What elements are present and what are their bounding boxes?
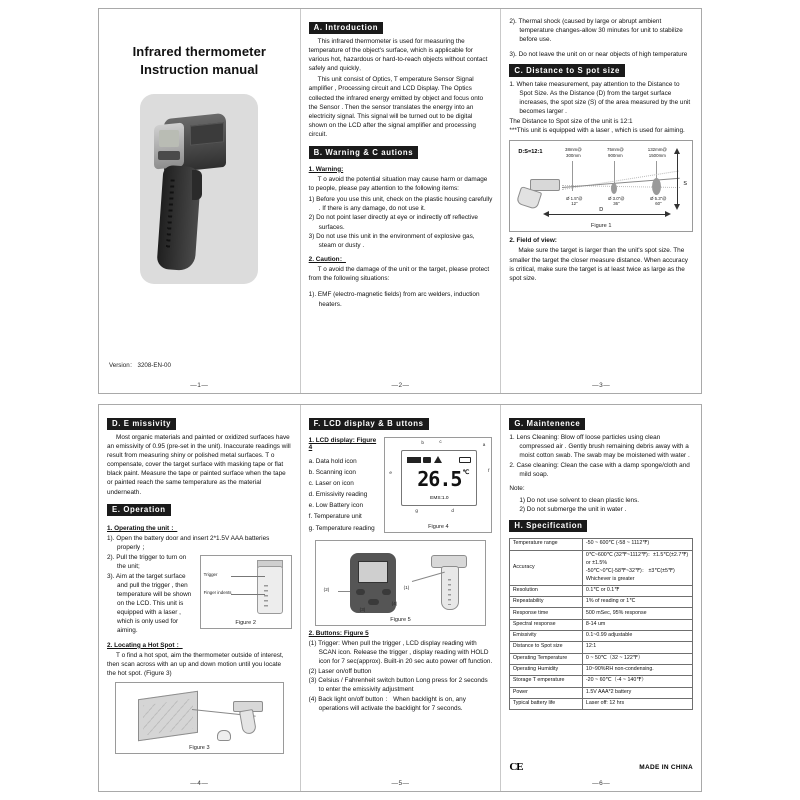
figure-1-angle-label: Ø 5.3"@ 60" bbox=[650, 196, 667, 207]
spec-value: 0.1~0.99 adjustable bbox=[583, 630, 693, 641]
operation-step: 1). Open the battery door and insert 2*1.5V AAA batteries properly ； bbox=[107, 535, 270, 552]
figure-2-caption: Figure 2 bbox=[235, 619, 256, 626]
section-header-d: D. E missivity bbox=[107, 418, 176, 431]
figure-1-angle-label: Ø 3.0"@ 36" bbox=[608, 196, 625, 207]
hotspot-text: T o find a hot spot, aim the thermometer outside of interest, then scan across with an up and down motion until you locate the hot spot. (Figure 3) bbox=[107, 651, 284, 677]
device-label bbox=[190, 122, 224, 146]
data-hold-icon bbox=[407, 457, 421, 463]
cover-title-line-2: Instruction manual bbox=[140, 61, 259, 77]
spec-key: Spectral response bbox=[510, 619, 583, 630]
figure-5-callout: (4) bbox=[391, 601, 398, 606]
figure-1-distance-spot-diagram bbox=[509, 140, 693, 232]
device-keypad bbox=[158, 151, 180, 160]
warning-intro: T o avoid the potential situation may cause harm or damage to people, please pay attention to the following items: bbox=[308, 175, 488, 192]
figure-1-distance-arrow bbox=[548, 214, 666, 215]
figure-3-hand-icon bbox=[217, 730, 231, 741]
field-of-view-subheading: 2. Field of view: bbox=[509, 237, 557, 245]
figure-4-callout: d bbox=[451, 508, 454, 513]
figure-3-thermometer-grip bbox=[239, 709, 257, 735]
figure-4-callout: e bbox=[389, 470, 392, 475]
spec-value: -50 ~ 600℃ (-58 ~ 1112℉) bbox=[583, 539, 693, 550]
figure-2-leader-line bbox=[231, 594, 265, 595]
section-header-b: B. Warning & C autions bbox=[309, 146, 419, 159]
hotspot-subheading: 2. Locating a Hot Spot ： bbox=[107, 641, 183, 649]
figure-1-spot bbox=[611, 183, 617, 194]
table-row bbox=[510, 597, 693, 608]
figure-1-dim-label: 132mm@ 1500mm bbox=[647, 147, 667, 158]
figure-5-button-celsius-fahrenheit bbox=[368, 599, 379, 605]
figure-5-callout: (2) bbox=[323, 587, 330, 592]
figure-3-caption: Figure 3 bbox=[189, 744, 210, 751]
figure-1-caption: Figure 1 bbox=[590, 223, 612, 230]
figure-4-temperature-reading: 26.5 bbox=[417, 467, 462, 491]
spec-key: Resolution bbox=[510, 585, 583, 596]
figure-5-button-laser bbox=[356, 589, 365, 595]
operating-subheading: 1. Operating the unit ： bbox=[107, 525, 178, 533]
spec-key: Operating Humidity bbox=[510, 664, 583, 675]
figure-5-callout: (1) bbox=[403, 585, 410, 590]
page-number-5: —5— bbox=[391, 780, 410, 787]
cover-title bbox=[107, 43, 292, 78]
accuracy-line: Whichever is greater bbox=[585, 575, 635, 582]
figure-1-dim-label: 75mm@ 900mm bbox=[607, 147, 624, 158]
table-row bbox=[510, 642, 693, 653]
spec-value: 1.5V AAA*2 battery bbox=[583, 687, 693, 698]
spec-key: Typical battery life bbox=[510, 698, 583, 709]
section-header-g: G. Maintenence bbox=[509, 418, 585, 431]
spec-value: 12:1 bbox=[583, 642, 693, 653]
operation-step: 2). Pull the trigger to turn on the unit; bbox=[107, 553, 187, 570]
scanning-icon bbox=[423, 457, 431, 463]
lcd-legend-item: b. Scanning icon bbox=[308, 469, 356, 477]
figure-4-lcd-screen bbox=[401, 450, 477, 506]
maintenance-note: 1) Do not use solvent to clean plastic lens. bbox=[519, 496, 640, 504]
section-header-f: F. LCD display & B uttons bbox=[309, 418, 429, 431]
warning-item: 1) Before you use this unit, check on the plastic housing carefully . If there is any damage, do not use it. bbox=[308, 195, 493, 212]
figure-3-thermometer-icon bbox=[231, 701, 265, 735]
section-header-c: C. Distance to S pot size bbox=[509, 64, 625, 77]
spec-key: Distance to Spot size bbox=[510, 642, 583, 653]
figure-1-dim-label: 38mm@ 300mm bbox=[565, 147, 582, 158]
figure-2-trigger-diagram bbox=[200, 555, 292, 629]
spec-value: 0.1℃ or 0.1℉ bbox=[583, 585, 693, 596]
figure-2-device-grip bbox=[257, 566, 283, 614]
table-row bbox=[510, 539, 693, 550]
table-row bbox=[510, 608, 693, 619]
footer-marks bbox=[509, 761, 693, 773]
spec-value: -20 ~ 60℃（-4 ~ 140℉） bbox=[583, 676, 693, 687]
spec-value-accuracy bbox=[583, 550, 693, 585]
lcd-legend-item: e. Low Battery icon bbox=[308, 502, 364, 510]
product-photo bbox=[140, 94, 258, 284]
figure-1-spot bbox=[652, 178, 661, 195]
caution-item: 1). EMF (electro-magnetic fields) from arc welders, induction heaters. bbox=[308, 291, 480, 308]
figure-4-emissivity-reading: EMS:1.0 bbox=[430, 496, 449, 501]
field-of-view-text: Make sure the target is larger than the unit's spot size. The smaller the target the closer measure distance. When accuracy is critical, make sure the target is at least twice as large as the spot size. bbox=[509, 247, 689, 282]
figure-5-button-backlight bbox=[382, 589, 391, 595]
caution-item: 2). Thermal shock (caused by large or abrupt ambient temperature changes-allow 30 minutes for unit to stabilize before use. bbox=[509, 18, 683, 44]
page-5-lcd-buttons bbox=[300, 405, 501, 791]
figure-4-icon-row bbox=[407, 456, 471, 465]
figure-2-trigger-label: Trigger bbox=[203, 571, 218, 577]
figure-4-callout: b bbox=[421, 440, 424, 445]
lcd-legend-item: f. Temperature unit bbox=[308, 513, 362, 521]
button-description: (2) Laser on/off button bbox=[308, 667, 372, 675]
distance-item: 1. When take measurement, pay attention to the Distance to Spot Size. As the Distance (D) from the target surface increases, the spot size (S) of the area measured by the unit becomes larger . bbox=[509, 80, 691, 116]
page-number-1: —1— bbox=[190, 382, 209, 389]
page-3-distance-to-spot bbox=[500, 9, 701, 393]
figure-3-target-surface bbox=[138, 691, 198, 741]
table-row bbox=[510, 585, 693, 596]
low-battery-icon bbox=[459, 457, 471, 463]
spec-key: Temperature range bbox=[510, 539, 583, 550]
spec-key: Power bbox=[510, 687, 583, 698]
figure-5-thermometer-icon bbox=[429, 555, 471, 611]
caution-item: 3). Do not leave the unit on or near objects of high temperature bbox=[509, 50, 688, 58]
lcd-legend-item: g. Temperature reading bbox=[308, 524, 375, 532]
figure-1-spot-arrow bbox=[677, 153, 678, 205]
spec-value: Laser off: 12 hrs bbox=[583, 698, 693, 709]
spec-key: Accuracy bbox=[510, 550, 583, 585]
intro-paragraph-2: This unit consist of Optics, T emperature Sensor Signal amplifier , Processing circuit and LCD Display. The Optics collected the infrared energy emitted by object and focus onto the Sensor . Then the sensor translates the energy into an electricity signal. This signal will be turned out to be digital shown on the LCD after the signal amplifier and processing circuit. bbox=[308, 76, 484, 138]
figure-5-buttons-diagram bbox=[315, 540, 487, 626]
button-description: (4) Back light on/off button ： When backlight is on, any operations will activate the backlight for 7 seconds. bbox=[308, 696, 466, 713]
page-number-3: —3— bbox=[592, 382, 611, 389]
section-header-h: H. Specification bbox=[509, 520, 587, 533]
figure-4-temperature-unit: ℃ bbox=[462, 470, 470, 476]
spec-value: 8-14 um bbox=[583, 619, 693, 630]
table-row bbox=[510, 630, 693, 641]
accuracy-line: -50℃~0℃(-58℉~32℉)： ±3℃(±5℉) bbox=[585, 567, 675, 574]
figure-1-spot-label: S bbox=[683, 181, 688, 188]
section-header-e: E. Operation bbox=[107, 504, 171, 517]
figure-1-thermometer-icon bbox=[518, 179, 562, 209]
spec-key: Response time bbox=[510, 608, 583, 619]
table-row bbox=[510, 676, 693, 687]
accuracy-line: 0℃~600℃ (32℉~1112℉)：±1.5℃(±2.7℉) bbox=[585, 551, 689, 558]
figure-1-ratio-label: D:S=12:1 bbox=[518, 149, 543, 156]
spec-key: Repeatability bbox=[510, 597, 583, 608]
button-description: (3) Celsius / Fahrenheit switch button Long press for 2 seconds to enter the emissivity adjustment bbox=[308, 677, 488, 694]
cover-title-line-1: Infrared thermometer bbox=[132, 44, 267, 59]
figure-1-angle-label: Ø 1.5"@ 12" bbox=[566, 196, 583, 207]
lcd-legend-item: d. Emissivity reading bbox=[308, 491, 368, 499]
section-header-a: A. Introduction bbox=[309, 22, 383, 35]
device-lcd-screen bbox=[159, 130, 179, 147]
figure-4-lcd-display-diagram bbox=[384, 437, 492, 533]
page-6-maintenance-specification bbox=[500, 405, 701, 791]
button-description: (1) Trigger: When pull the trigger , LCD display reading with SCAN icon. Release the trigger , display reading with HOLD icon for 7 sec(approx). Built-in 20 sec auto power off function. bbox=[308, 640, 493, 666]
spec-key: Emissivity bbox=[510, 630, 583, 641]
lcd-display-subheading: 1. LCD display: Figure 4 bbox=[308, 437, 377, 451]
spec-value: 0 ~ 50℃（32 ~ 122℉） bbox=[583, 653, 693, 664]
lcd-legend-item: c. Laser on icon bbox=[308, 480, 354, 488]
spec-value: 10~90%RH non-condensing. bbox=[583, 664, 693, 675]
maintenance-note: 2) Do not submerge the unit in water . bbox=[519, 506, 627, 514]
version-text: Version： 3208-EN-00 bbox=[109, 362, 171, 369]
figure-4-caption: Figure 4 bbox=[428, 524, 449, 530]
laser-on-icon bbox=[434, 456, 442, 463]
maintenance-item: 1. Lens Cleaning: Blow off loose particles using clean compressed air . Gently brush remaining debris away with a moist cotton swab. The swab may be moistened with water . bbox=[509, 434, 690, 460]
figure-4-callout: a bbox=[482, 442, 486, 447]
figure-4-callout: g bbox=[415, 508, 418, 513]
spec-key: Storage T emperature bbox=[510, 676, 583, 687]
caution-intro: T o avoid the damage of the unit or the target, please protect from the following situations: bbox=[308, 266, 490, 283]
figure-5-callout: (3) bbox=[359, 607, 366, 612]
figure-5-device-screen bbox=[358, 561, 388, 583]
page-number-4: —4— bbox=[190, 780, 209, 787]
operation-step: 3). Aim at the target surface and pull the trigger , then temperature will be shown on the LCD. This unit is equipped with a laser , which is only used for aiming. bbox=[107, 572, 192, 635]
spec-key: Operating Temperature bbox=[510, 653, 583, 664]
page-1-cover bbox=[99, 9, 300, 393]
warning-subheading: 1. Warning: bbox=[308, 165, 344, 173]
lcd-legend-item: a. Data hold icon bbox=[308, 458, 357, 465]
figure-4-callout: c bbox=[439, 439, 442, 444]
table-row bbox=[510, 664, 693, 675]
made-in-china-text: MADE IN CHINA bbox=[639, 763, 694, 771]
figure-5-leader-line bbox=[338, 591, 350, 592]
table-row bbox=[510, 619, 693, 630]
page-number-6: —6— bbox=[592, 780, 611, 787]
intro-paragraph-1: This infrared thermometer is used for measuring the temperature of the object's surface, which is applicable for various hot, hazardous or hard-to-reach objects without contact safely and quickly． bbox=[308, 38, 488, 73]
figure-5-caption: Figure 5 bbox=[390, 617, 411, 623]
accuracy-line: or ±1.5% bbox=[585, 559, 608, 566]
spec-value: 500 mSec, 95% response bbox=[583, 608, 693, 619]
distance-laser-note: ***This unit is equipped with a laser , which is used for aiming. bbox=[509, 127, 685, 135]
buttons-subheading: 2. Buttons: Figure 5 bbox=[308, 630, 369, 637]
page-2-introduction-warning bbox=[300, 9, 501, 393]
caution-subheading: 2. Caution： bbox=[308, 256, 346, 264]
maintenance-item: 2. Case cleaning: Clean the case with a damp sponge/cloth and mild soap. bbox=[509, 461, 690, 478]
spec-value: 1% of reading or 1℃ bbox=[583, 597, 693, 608]
figure-3-hotspot-scan-diagram bbox=[115, 682, 284, 754]
ce-mark-icon: CE bbox=[509, 761, 523, 773]
device-trigger bbox=[192, 170, 202, 200]
figure-2-leader-line bbox=[231, 576, 265, 577]
table-row bbox=[510, 653, 693, 664]
spread-pages-1-3 bbox=[98, 8, 702, 394]
table-row bbox=[510, 698, 693, 709]
figure-4-callout: f bbox=[488, 468, 490, 473]
specification-table bbox=[509, 538, 693, 710]
table-row bbox=[510, 687, 693, 698]
figure-2-finger-indents-label: Finger indents bbox=[203, 589, 232, 595]
spread-pages-4-6 bbox=[98, 404, 702, 792]
table-row bbox=[510, 550, 693, 585]
warning-item: 3) Do not use this unit in the environment of explosive gas, steam or dusty . bbox=[308, 233, 475, 250]
page-number-2: —2— bbox=[391, 382, 410, 389]
maintenance-note-label: Note: bbox=[509, 485, 525, 493]
emissivity-paragraph: Most organic materials and painted or oxidized surfaces have an emissivity of 0.95 (pre-set in the unit). Inaccurate readings will result from measuring shiny or polished metal surfaces. T o compensate, cover the target surface with masking tape or flat black paint. Measure the tape or painted surface when the tape or painted reach the same temperature as the material underneath. bbox=[107, 434, 291, 496]
distance-ratio-text: The Distance to Spot size of the unit is 12:1 bbox=[509, 117, 633, 125]
warning-item: 2) Do not point laser directly at eye or indirectly off reflective surfaces. bbox=[308, 214, 478, 231]
figure-1-distance-label: D bbox=[596, 207, 606, 213]
page-4-emissivity-operation bbox=[99, 405, 300, 791]
